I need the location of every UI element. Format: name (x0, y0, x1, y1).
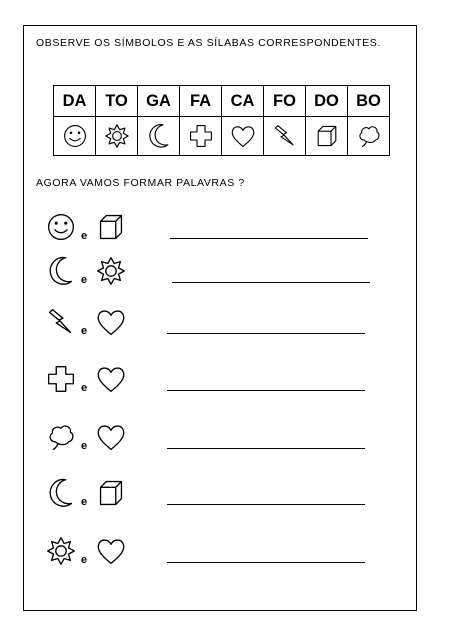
cloud-icon (353, 120, 385, 152)
syllable-cell: DO (306, 86, 348, 117)
exercise-row (0, 360, 452, 400)
exercise-row (0, 532, 452, 572)
cloud-icon (42, 418, 80, 456)
smiley-face-icon (42, 208, 80, 246)
second-symbol (92, 208, 130, 251)
moon-icon (143, 120, 175, 152)
answer-line[interactable] (167, 448, 365, 449)
second-symbol (92, 532, 130, 575)
first-symbol (42, 303, 80, 346)
answer-line[interactable] (167, 390, 365, 391)
sun-icon (101, 120, 133, 152)
syllable-cell: FA (180, 86, 222, 117)
first-symbol (42, 252, 80, 295)
heart-icon (92, 303, 130, 341)
first-symbol (42, 208, 80, 251)
connector-e: e (81, 440, 88, 452)
second-symbol (92, 418, 130, 461)
instruction-observe: OBSERVE OS SÍMBOLOS E AS SÍLABAS CORRESPONDENTES. (36, 37, 381, 49)
answer-line[interactable] (167, 562, 365, 563)
syllable-cell: FO (264, 86, 306, 117)
heart-icon (227, 120, 259, 152)
connector-e: e (81, 274, 88, 286)
exercise-row (0, 252, 452, 292)
exercise-row (0, 208, 452, 248)
heart-icon (92, 532, 130, 570)
first-symbol (42, 474, 80, 517)
syllables-row (54, 86, 390, 117)
answer-line[interactable] (172, 282, 370, 283)
first-symbol (42, 532, 80, 575)
syllable-cell: GA (138, 86, 180, 117)
cube-icon (311, 120, 343, 152)
exercise-row (0, 418, 452, 458)
symbol-cell (54, 117, 96, 156)
syllable-cell: BO (348, 86, 390, 117)
lightning-icon (42, 303, 80, 341)
moon-icon (42, 474, 80, 512)
second-symbol (92, 360, 130, 403)
first-symbol (42, 418, 80, 461)
sun-icon (92, 252, 130, 290)
cross-icon (185, 120, 217, 152)
connector-e: e (81, 554, 88, 566)
symbol-cell (180, 117, 222, 156)
answer-line[interactable] (167, 333, 365, 334)
symbol-cell (348, 117, 390, 156)
answer-line[interactable] (167, 504, 365, 505)
symbol-cell (222, 117, 264, 156)
cross-icon (42, 360, 80, 398)
syllable-table (53, 85, 390, 156)
syllable-cell: TO (96, 86, 138, 117)
syllable-cell: DA (54, 86, 96, 117)
syllable-cell: CA (222, 86, 264, 117)
smiley-face-icon (59, 120, 91, 152)
cube-icon (92, 474, 130, 512)
sun-icon (42, 532, 80, 570)
lightning-icon (269, 120, 301, 152)
symbol-cell (306, 117, 348, 156)
cube-icon (92, 208, 130, 246)
connector-e: e (81, 230, 88, 242)
heart-icon (92, 418, 130, 456)
connector-e: e (81, 382, 88, 394)
instruction-form-words: AGORA VAMOS FORMAR PALAVRAS ? (36, 177, 245, 189)
heart-icon (92, 360, 130, 398)
exercise-row (0, 474, 452, 514)
connector-e: e (81, 325, 88, 337)
answer-line[interactable] (170, 238, 368, 239)
symbol-cell (264, 117, 306, 156)
first-symbol (42, 360, 80, 403)
moon-icon (42, 252, 80, 290)
symbols-row (54, 117, 390, 156)
exercise-row (0, 303, 452, 343)
second-symbol (92, 474, 130, 517)
symbol-cell (138, 117, 180, 156)
second-symbol (92, 252, 130, 295)
symbol-cell (96, 117, 138, 156)
connector-e: e (81, 496, 88, 508)
second-symbol (92, 303, 130, 346)
